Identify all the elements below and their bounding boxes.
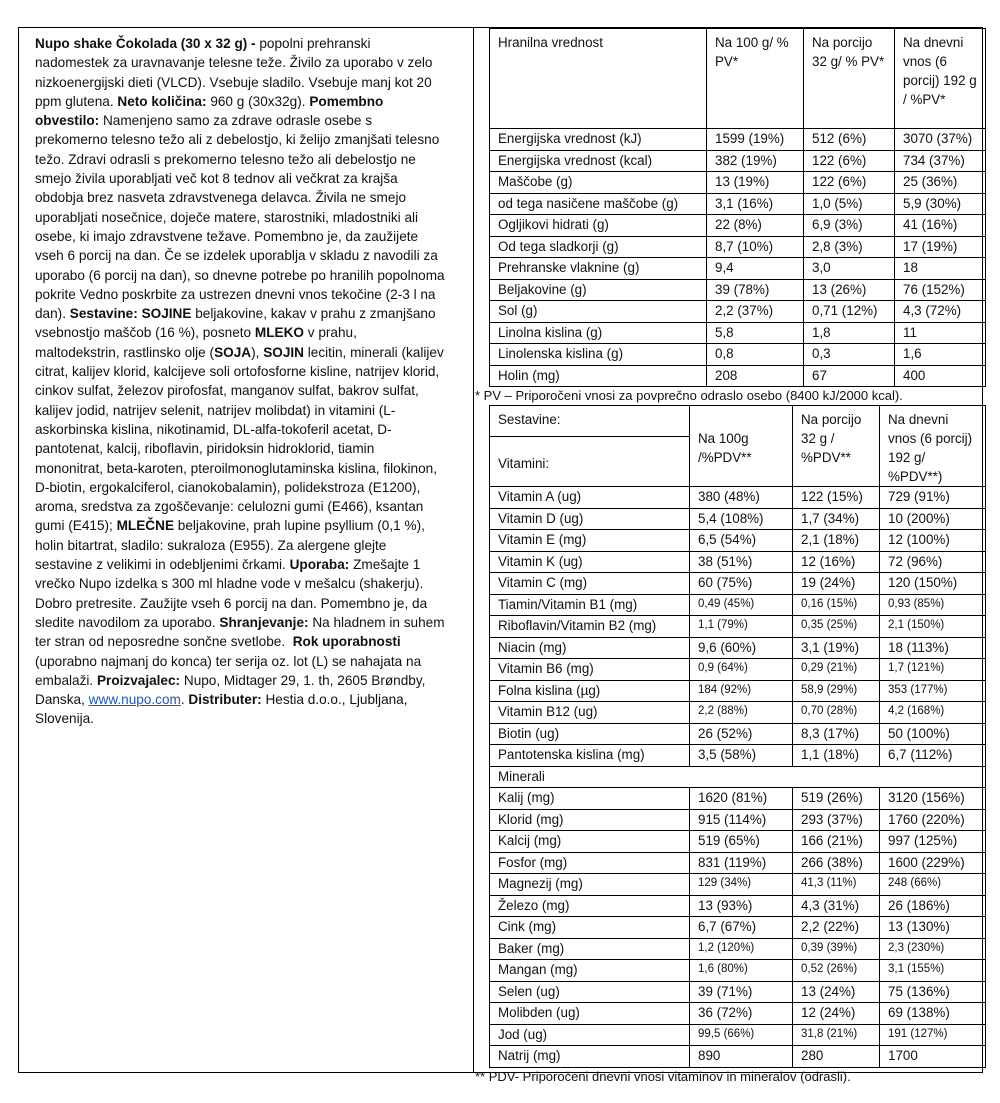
mineral-value: 1,6 (80%) [690, 960, 793, 982]
vitamin-name: Vitamin K (ug) [490, 551, 690, 573]
nutrient-value: 3,1 (16%) [707, 193, 804, 215]
mineral-value: 1620 (81%) [690, 788, 793, 810]
mineral-value: 69 (138%) [880, 1003, 986, 1025]
vitamins-footnote: ** PDV- Priporočeni dnevni vnosi vitaminov in mineralov (odrasli). [475, 1068, 851, 1084]
vitamin-name: Riboflavin/Vitamin B2 (mg) [490, 616, 690, 638]
nutrient-value: 11 [895, 322, 986, 344]
nutrient-value: 4,3 (72%) [895, 301, 986, 323]
allergen-milk: MLEKO [254, 325, 304, 341]
vitamin-value: 8,3 (17%) [793, 723, 880, 745]
nutrition-row [490, 172, 986, 194]
vitamins-header-cell: Na porcijo 32 g / %PDV** [793, 406, 880, 487]
mineral-value: 12 (24%) [793, 1003, 880, 1025]
mineral-name: Kalcij (mg) [490, 831, 690, 853]
vitamin-value: 353 (177%) [880, 680, 986, 702]
vitamin-value: 26 (52%) [690, 723, 793, 745]
nutrient-value: 734 (37%) [895, 150, 986, 172]
vitamin-value: 19 (24%) [793, 573, 880, 595]
vitamin-value: 12 (100%) [880, 530, 986, 552]
vitamin-row [490, 680, 986, 702]
vitamin-value: 58,9 (29%) [793, 680, 880, 702]
nutrient-value: 1,6 [895, 344, 986, 366]
mineral-value: 31,8 (21%) [793, 1024, 880, 1046]
vitamin-row [490, 702, 986, 724]
net-quantity-value: 960 g (30x32g). [210, 93, 306, 109]
nutrient-value: 5,9 (30%) [895, 193, 986, 215]
nutrient-value: 400 [895, 365, 986, 387]
nutrition-footnote: * PV – Priporočeni vnosi za povprečno odraslo osebo (8400 kJ/2000 kcal). [475, 388, 903, 403]
vitamin-value: 9,6 (60%) [690, 637, 793, 659]
vitamin-value: 2,1 (150%) [880, 616, 986, 638]
nutrition-row [490, 365, 986, 387]
vitamin-name: Vitamin B12 (ug) [490, 702, 690, 724]
mineral-value: 13 (93%) [690, 895, 793, 917]
mineral-value: 2,3 (230%) [880, 938, 986, 960]
nutrition-row [490, 129, 986, 151]
vitamin-value: 38 (51%) [690, 551, 793, 573]
vitamin-row [490, 659, 986, 681]
mineral-value: 890 [690, 1046, 793, 1068]
vitamins-heading: Vitamini: [490, 437, 690, 487]
nutrition-table [489, 28, 986, 387]
nutrition-row [490, 236, 986, 258]
mineral-value: 75 (136%) [880, 981, 986, 1003]
mineral-row [490, 1024, 986, 1046]
mineral-value: 997 (125%) [880, 831, 986, 853]
mineral-value: 915 (114%) [690, 809, 793, 831]
mineral-name: Klorid (mg) [490, 809, 690, 831]
allergen-milk-protein: MLEČNE [116, 518, 175, 534]
nutrient-value: 13 (19%) [707, 172, 804, 194]
mineral-value: 36 (72%) [690, 1003, 793, 1025]
vitamin-name: Folna kislina (µg) [490, 680, 690, 702]
nutrient-name: Energijska vrednost (kcal) [490, 150, 707, 172]
mineral-value: 129 (34%) [690, 874, 793, 896]
ingredients-text: lecitin, minerali (kalijev citrat, kalijev klorid, kalcijeve soli ortofosforne kisline, natrijev klorid, cinkov sulfat, železov pirofosfat, manganov sulfat, bakrov sulfat, kalijev jodid, natrijev selenit, natrijev molibdat) in vitamini (L-askorbinska kislina, nikotinamid, DL-alfa-tokoferil acetat, D-pantotenat, kalcij, riboflavin, piridoksin hidroklorid, tiamin mononitrat, beta-karoten, pteroilmonoglutaminska kislina, filokinon, D-biotin, ergokalciferol, cianokobalamin), polidekstroza (E1200), aroma, sredstva za zgoščevanje: celulozni gumi (E466), ksantan gumi (E415); [35, 344, 444, 534]
vitamin-name: Niacin (mg) [490, 637, 690, 659]
nutrient-value: 5,8 [707, 322, 804, 344]
nutrient-name: Holin (mg) [490, 365, 707, 387]
nutrient-value: 1599 (19%) [707, 129, 804, 151]
warning-text: Namenjeno samo za zdrave odrasle osebe s prekomerno telesno težo ali z debelostjo, ki želijo zmanjšati telesno težo. Zdravi odrasli s prekomerno telesno težo ali debelostjo ne smejo živila uporabljati več kot 8 tednov ali večkrat za krajša obdobja brez nasveta zdravstvenega delavca. Živila ne smejo uporabljati nosečnice, doječe matere, starostniki, mladostniki ali osebe, ki imajo zdravstvene težave. Pomembno je, da zaužijete vseh 6 porcij na dan. Če se izdelek uporablja v skladu z navodili za uporabo (6 porcij na dan), so dnevne potrebe po hranilih popolnoma pokrite Vedno poskrbite za ustrezen dnevni vnos tekočine (2-3 l na dan). [35, 113, 445, 322]
nutrient-value: 17 (19%) [895, 236, 986, 258]
nutrient-value: 3,0 [804, 258, 895, 280]
nutrition-row [490, 150, 986, 172]
vitamin-row [490, 508, 986, 530]
nutrient-value: 8,7 (10%) [707, 236, 804, 258]
nutrition-row [490, 301, 986, 323]
nutrient-name: od tega nasičene maščobe (g) [490, 193, 707, 215]
mineral-value: 39 (71%) [690, 981, 793, 1003]
vitamin-name: Tiamin/Vitamin B1 (mg) [490, 594, 690, 616]
nutrition-header-cell: Na 100 g/ % PV* [707, 29, 804, 129]
vitamins-header-cell: Na 100g /%PDV** [690, 406, 793, 487]
nutrient-value: 9,4 [707, 258, 804, 280]
vitamin-value: 10 (200%) [880, 508, 986, 530]
mineral-name: Fosfor (mg) [490, 852, 690, 874]
mineral-value: 99,5 (66%) [690, 1024, 793, 1046]
mineral-value: 2,2 (22%) [793, 917, 880, 939]
mineral-value: 0,39 (39%) [793, 938, 880, 960]
mineral-name: Jod (ug) [490, 1024, 690, 1046]
mineral-value: 41,3 (11%) [793, 874, 880, 896]
vitamin-value: 2,1 (18%) [793, 530, 880, 552]
nutrient-value: 2,2 (37%) [707, 301, 804, 323]
ingredients-text: ), [251, 344, 260, 360]
nutrition-header-cell: Na porcijo 32 g/ % PV* [804, 29, 895, 129]
nutrient-value: 13 (26%) [804, 279, 895, 301]
vitamin-row [490, 745, 986, 767]
nutrient-name: Od tega sladkorji (g) [490, 236, 707, 258]
nutrition-header-row [490, 29, 986, 129]
mineral-value: 6,7 (67%) [690, 917, 793, 939]
mineral-value: 293 (37%) [793, 809, 880, 831]
mineral-row [490, 831, 986, 853]
nutrient-value: 382 (19%) [707, 150, 804, 172]
vitamin-value: 2,2 (88%) [690, 702, 793, 724]
vitamins-minerals-table [489, 405, 986, 1068]
mineral-value: 266 (38%) [793, 852, 880, 874]
mineral-value: 3,1 (155%) [880, 960, 986, 982]
mineral-value: 1700 [880, 1046, 986, 1068]
distributor-label: Distributer: [188, 692, 262, 708]
vitamin-value: 0,16 (15%) [793, 594, 880, 616]
mineral-value: 519 (65%) [690, 831, 793, 853]
vitamin-value: 1,7 (121%) [880, 659, 986, 681]
vitamin-value: 6,5 (54%) [690, 530, 793, 552]
vitamin-value: 5,4 (108%) [690, 508, 793, 530]
minerals-heading: Minerali [490, 766, 986, 788]
nutrient-name: Maščobe (g) [490, 172, 707, 194]
expiry-text: (uporabno najmanj do konca) ter serija oz. lot (L) se nahajata na embalaži. [35, 653, 422, 688]
vitamin-name: Pantotenska kislina (mg) [490, 745, 690, 767]
vitamins-header-row [490, 406, 986, 437]
ingredients-heading: Sestavine: [490, 406, 690, 437]
product-title: Nupo shake Čokolada (30 x 32 g) - [35, 36, 256, 51]
nutrient-value: 122 (6%) [804, 172, 895, 194]
mineral-name: Natrij (mg) [490, 1046, 690, 1068]
nutrient-value: 1,8 [804, 322, 895, 344]
mineral-value: 280 [793, 1046, 880, 1068]
ingredients-text: beljakovine, prah lupine psyllium (0,1 %), holin bitartrat, sladilo: sukraloza (E955). Za alergene glejte sestavine z velikimi in odebljenimi črkami. [35, 518, 425, 573]
mineral-value: 248 (66%) [880, 874, 986, 896]
nutrition-row [490, 322, 986, 344]
usage-label: Uporaba: [289, 557, 350, 573]
mineral-value: 1760 (220%) [880, 809, 986, 831]
mineral-value: 191 (127%) [880, 1024, 986, 1046]
nutrient-value: 208 [707, 365, 804, 387]
mineral-row [490, 788, 986, 810]
mineral-name: Molibden (ug) [490, 1003, 690, 1025]
vitamin-value: 120 (150%) [880, 573, 986, 595]
vitamin-row [490, 594, 986, 616]
nutrient-name: Sol (g) [490, 301, 707, 323]
product-description [35, 34, 445, 729]
mineral-name: Kalij (mg) [490, 788, 690, 810]
mineral-name: Železo (mg) [490, 895, 690, 917]
nutrient-value: 18 [895, 258, 986, 280]
nutrient-name: Linolna kislina (g) [490, 322, 707, 344]
allergen-soja: SOJA [214, 344, 252, 360]
vitamin-value: 184 (92%) [690, 680, 793, 702]
vitamin-value: 0,70 (28%) [793, 702, 880, 724]
minerals-heading-row [490, 766, 986, 788]
vitamin-value: 3,5 (58%) [690, 745, 793, 767]
mineral-name: Cink (mg) [490, 917, 690, 939]
mineral-row [490, 960, 986, 982]
ingredients-text: beljakovine, kakav v prahu z zmanjšano vsebnostjo maščob (16 %), posneto [35, 306, 436, 341]
allergen-sojin: SOJIN [263, 344, 304, 360]
vitamin-row [490, 530, 986, 552]
nutrient-name: Prehranske vlaknine (g) [490, 258, 707, 280]
mineral-value: 0,52 (26%) [793, 960, 880, 982]
mineral-row [490, 895, 986, 917]
nutrient-value: 1,0 (5%) [804, 193, 895, 215]
nutrient-value: 41 (16%) [895, 215, 986, 237]
mineral-value: 519 (26%) [793, 788, 880, 810]
nutrient-value: 25 (36%) [895, 172, 986, 194]
punctuation: . [180, 692, 185, 708]
nutrient-value: 0,3 [804, 344, 895, 366]
vitamin-value: 18 (113%) [880, 637, 986, 659]
nutrition-column [473, 28, 983, 1086]
nutrition-row [490, 279, 986, 301]
allergen-soy: SOJINE [141, 306, 192, 322]
vitamin-value: 1,7 (34%) [793, 508, 880, 530]
mineral-name: Selen (ug) [490, 981, 690, 1003]
vitamin-value: 729 (91%) [880, 487, 986, 509]
mineral-row [490, 1003, 986, 1025]
mineral-name: Mangan (mg) [490, 960, 690, 982]
vitamins-header-cell: Na dnevni vnos (6 porcij) 192 g/ %PDV**) [880, 406, 986, 487]
mineral-name: Baker (mg) [490, 938, 690, 960]
mineral-value: 1600 (229%) [880, 852, 986, 874]
vitamin-name: Vitamin B6 (mg) [490, 659, 690, 681]
nutrition-header-cell: Na dnevni vnos (6 porcij) 192 g / %PV* [895, 29, 986, 129]
product-intro: popolni prehranski nadomestek za uravnavanje telesne teže. Živilo za uporabo v zelo nizkoenergijski dieti (VLCD). Vsebuje sladilo. Vsebuje manj kot 20 ppm glutena. [35, 36, 433, 109]
mineral-name: Magnezij (mg) [490, 874, 690, 896]
nutrient-name: Energijska vrednost (kJ) [490, 129, 707, 151]
mineral-row [490, 874, 986, 896]
nutrient-value: 3070 (37%) [895, 129, 986, 151]
vitamin-row [490, 551, 986, 573]
nutrient-value: 76 (152%) [895, 279, 986, 301]
nutrient-value: 512 (6%) [804, 129, 895, 151]
vitamin-value: 0,29 (21%) [793, 659, 880, 681]
nutrition-row [490, 193, 986, 215]
expiry-label: Rok uporabnosti [292, 634, 401, 650]
mineral-value: 1,2 (120%) [690, 938, 793, 960]
vitamin-value: 4,2 (168%) [880, 702, 986, 724]
ingredients-text: v prahu, maltodekstrin, rastlinsko olje ( [35, 325, 357, 360]
vitamin-value: 60 (75%) [690, 573, 793, 595]
nutrient-value: 6,9 (3%) [804, 215, 895, 237]
mineral-value: 831 (119%) [690, 852, 793, 874]
nutrient-value: 22 (8%) [707, 215, 804, 237]
producer-text: Nupo, Midtager 29, 1. th, 2605 Brøndby, Danska, [35, 672, 426, 708]
vitamin-row [490, 487, 986, 509]
storage-label: Shranjevanje: [219, 614, 309, 630]
nutrition-row [490, 215, 986, 237]
nutrient-name: Ogljikovi hidrati (g) [490, 215, 707, 237]
net-quantity-label: Neto količina: [117, 93, 207, 109]
vitamin-row [490, 723, 986, 745]
vitamin-value: 122 (15%) [793, 487, 880, 509]
mineral-row [490, 1046, 986, 1068]
vitamin-row [490, 637, 986, 659]
vitamin-row [490, 573, 986, 595]
vitamin-value: 3,1 (19%) [793, 637, 880, 659]
mineral-value: 3120 (156%) [880, 788, 986, 810]
mineral-row [490, 981, 986, 1003]
vitamin-name: Biotin (ug) [490, 723, 690, 745]
vitamin-value: 0,9 (64%) [690, 659, 793, 681]
mineral-value: 26 (186%) [880, 895, 986, 917]
ingredients-label: Sestavine: [69, 306, 138, 322]
vitamin-name: Vitamin A (ug) [490, 487, 690, 509]
vitamin-name: Vitamin D (ug) [490, 508, 690, 530]
producer-label: Proizvajalec: [96, 672, 181, 688]
vitamin-value: 12 (16%) [793, 551, 880, 573]
product-label-panel [18, 27, 983, 1084]
storage-text: Na hladnem in suhem ter stran od neposredne sončne svetlobe. [35, 614, 445, 650]
vitamin-value: 6,7 (112%) [880, 745, 986, 767]
nutrient-name: Linolenska kislina (g) [490, 344, 707, 366]
vitamin-value: 0,49 (45%) [690, 594, 793, 616]
nutrition-row [490, 344, 986, 366]
nutrient-value: 0,71 (12%) [804, 301, 895, 323]
mineral-row [490, 917, 986, 939]
nutrition-row [490, 258, 986, 280]
mineral-row [490, 938, 986, 960]
vitamin-name: Vitamin C (mg) [490, 573, 690, 595]
vitamin-value: 0,35 (25%) [793, 616, 880, 638]
mineral-value: 13 (24%) [793, 981, 880, 1003]
nutrient-value: 39 (78%) [707, 279, 804, 301]
usage-text: Zmešajte 1 vrečko Nupo izdelka s 300 ml hladne vode v mešalcu (shakerju). Dobro pretresite. Zaužijte vseh 6 porcij na dan. Pomembno je, da sledite navodilom za uporabo. [35, 557, 428, 630]
nutrient-value: 67 [804, 365, 895, 387]
vitamin-value: 72 (96%) [880, 551, 986, 573]
nutrition-header-cell: Hranilna vrednost [490, 29, 707, 129]
nutrient-name: Beljakovine (g) [490, 279, 707, 301]
nutrient-value: 0,8 [707, 344, 804, 366]
mineral-row [490, 852, 986, 874]
mineral-row [490, 809, 986, 831]
mineral-value: 4,3 (31%) [793, 895, 880, 917]
producer-website-link[interactable]: www.nupo.com [88, 692, 181, 708]
vitamin-value: 1,1 (18%) [793, 745, 880, 767]
vitamin-name: Vitamin E (mg) [490, 530, 690, 552]
warning-label: Pomembno obvestilo: [35, 93, 384, 129]
mineral-value: 166 (21%) [793, 831, 880, 853]
vitamin-row [490, 616, 986, 638]
vitamin-value: 380 (48%) [690, 487, 793, 509]
nutrient-value: 122 (6%) [804, 150, 895, 172]
nutrient-value: 2,8 (3%) [804, 236, 895, 258]
vitamin-value: 1,1 (79%) [690, 616, 793, 638]
vitamin-value: 0,93 (85%) [880, 594, 986, 616]
mineral-value: 13 (130%) [880, 917, 986, 939]
vitamin-value: 50 (100%) [880, 723, 986, 745]
distributor-text: Hestia d.o.o., Ljubljana, Slovenija. [35, 692, 408, 727]
